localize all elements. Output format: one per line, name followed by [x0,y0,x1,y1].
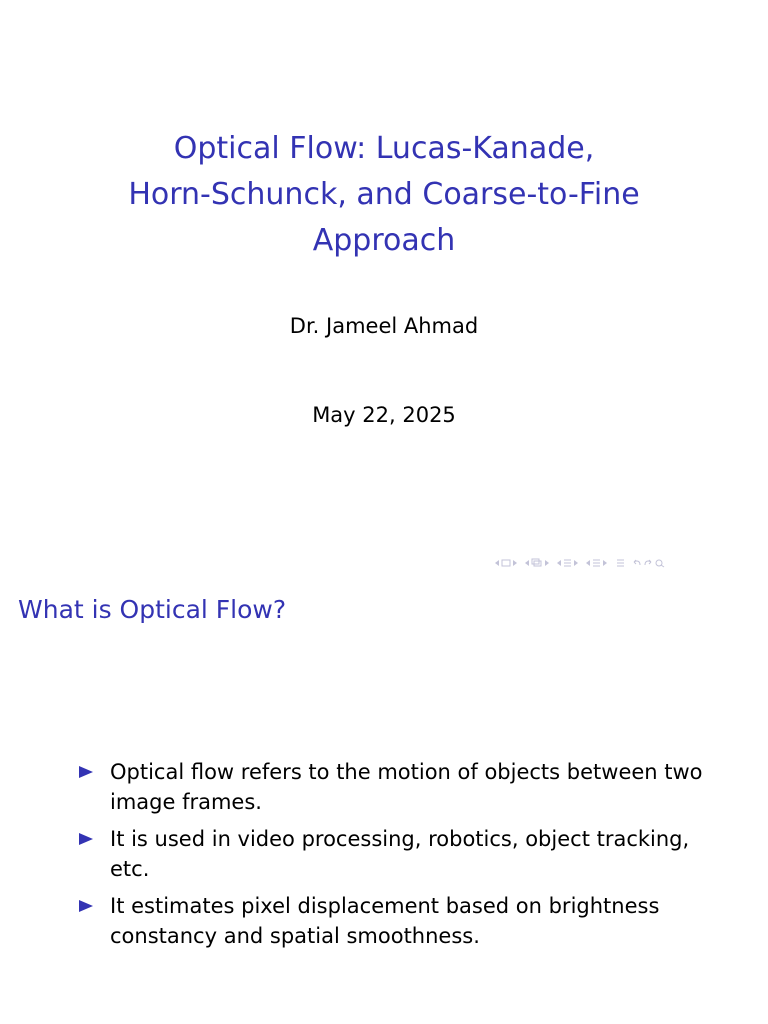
bullet-text: Optical flow refers to the motion of objects between two image frames. [110,760,703,814]
prev-arrow-icon[interactable] [556,559,562,567]
forward-icon[interactable] [643,558,653,568]
next-arrow-icon[interactable] [544,559,550,567]
next-arrow-icon[interactable] [573,559,579,567]
content-slide [0,582,768,1024]
title-line-3: Approach [312,223,456,258]
author-name: Dr. Jameel Ahmad [289,314,479,338]
back-icon[interactable] [632,558,642,568]
bullet-list [78,757,718,958]
prev-arrow-icon[interactable] [494,559,500,567]
search-icon[interactable] [654,558,666,568]
subsection-icon[interactable] [531,558,543,568]
presentation-date: May 22, 2025 [312,403,456,427]
bullet-text: It is used in video processing, robotics, object tracking, etc. [110,827,690,881]
section-icon[interactable] [592,558,601,568]
nav-section-group-2[interactable] [585,558,608,568]
triangle-bullet-icon [78,832,94,846]
presentation-title [0,126,768,264]
next-arrow-icon[interactable] [602,559,608,567]
triangle-bullet-icon [78,899,94,913]
next-arrow-icon[interactable] [512,559,518,567]
beamer-navigation-bar [494,556,670,570]
frame-title: What is Optical Flow? [18,595,287,624]
title-line-1: Optical Flow: Lucas-Kanade, [173,131,595,166]
list-item [78,891,718,951]
section-icon[interactable] [563,558,572,568]
nav-slide-group[interactable] [614,558,626,568]
nav-frame-group[interactable] [494,559,518,567]
list-item [78,757,718,817]
nav-subsection-group[interactable] [524,558,550,568]
title-line-2: Horn-Schunck, and Coarse-to-Fine [128,177,640,212]
triangle-bullet-icon [78,765,94,779]
frame-icon[interactable] [501,559,511,567]
nav-section-group-1[interactable] [556,558,579,568]
slide-icon[interactable] [614,558,626,568]
prev-arrow-icon[interactable] [524,559,530,567]
list-item [78,824,718,884]
prev-arrow-icon[interactable] [585,559,591,567]
nav-history-group[interactable] [632,558,666,568]
bullet-text: It estimates pixel displacement based on brightness constancy and spatial smoothness. [110,894,660,948]
